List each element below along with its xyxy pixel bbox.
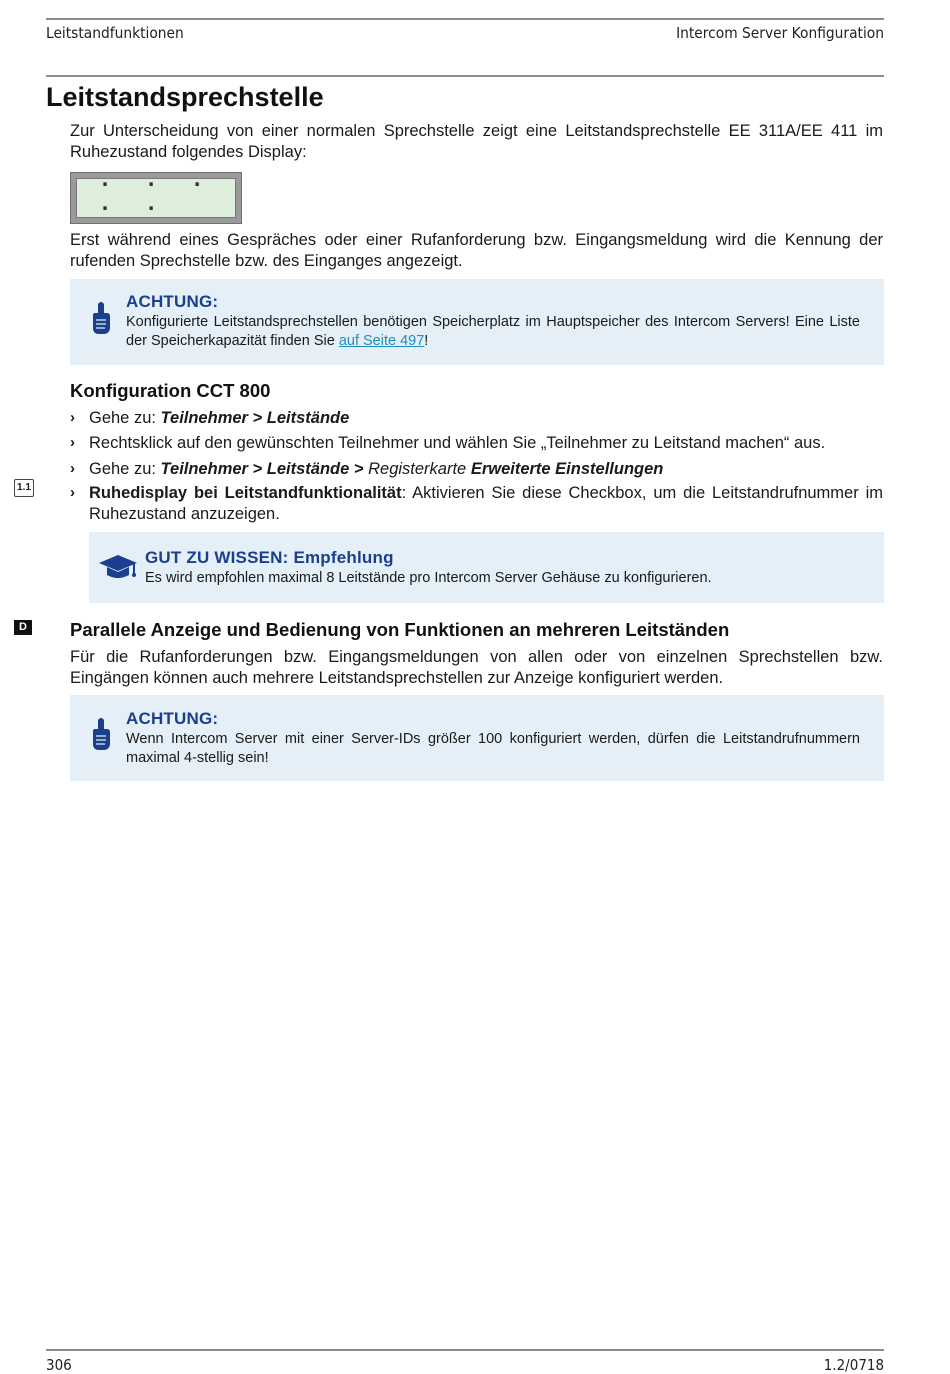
warning-box [70, 695, 884, 781]
pointing-hand-icon [90, 717, 112, 751]
header-chapter: Leitstandfunktionen [46, 24, 184, 42]
tip-text: Es wird empfohlen maximal 8 Leitstände pro Intercom Server Gehäuse zu konfigurieren. [145, 570, 712, 586]
version-badge: 1.1 [14, 479, 34, 497]
intro-paragraph: Zur Unterscheidung von einer normalen Sprechstelle zeigt eine Leitstandsprechstelle EE 311A/EE 411 im Ruhezustand folgendes Display: [70, 122, 883, 161]
chevron-right-icon: › [70, 484, 75, 501]
list-item: › Ruhedisplay bei Leitstandfunktionalität: Aktivieren Sie diese Checkbox, um die Leitstandrufnummer im Ruhezustand anzuzeigen. [70, 484, 883, 523]
header-bottom-rule [46, 75, 884, 77]
warning-title: ACHTUNG: [126, 709, 219, 728]
display-dots: . . . . . [99, 167, 215, 215]
page-number: 306 [46, 1356, 72, 1374]
graduation-cap-icon [98, 553, 138, 581]
list-item: › Rechtsklick auf den gewünschten Teilnehmer und wählen Sie „Teilnehmer zu Leitstand machen“ aus. [70, 434, 826, 452]
tip-title: GUT ZU WISSEN: Empfehlung [145, 548, 394, 567]
chevron-right-icon: › [70, 434, 75, 451]
header-top-rule [46, 18, 884, 20]
tip-box [89, 532, 884, 603]
display-screen [76, 167, 236, 218]
warning-text: Wenn Intercom Server mit einer Server-IDs größer 100 konfiguriert werden, dürfen die Leitstandrufnummern maximal 4-stellig sein! [126, 731, 860, 766]
page-reference-link[interactable]: auf Seite 497 [338, 333, 425, 349]
idle-display-illustration [70, 167, 242, 224]
option-name: Ruhedisplay bei Leitstandfunktionalität [89, 484, 402, 502]
page-title: Leitstandsprechstelle [46, 82, 324, 112]
warning-box [70, 279, 884, 365]
section-heading-cct800: Konfiguration CCT 800 [70, 380, 271, 401]
language-marker: D [14, 620, 32, 635]
chevron-right-icon: › [70, 409, 75, 426]
warning-text: Konfigurierte Leitstandsprechstellen benötigen Speicherplatz im Hauptspeicher des Intercom Servers! Eine Liste der Speicherkapazität finden Sie auf Seite 497! [126, 314, 860, 349]
list-item: › Gehe zu: Teilnehmer > Leitstände [70, 409, 350, 427]
list-item: › Gehe zu: Teilnehmer > Leitstände > Registerkarte Erweiterte Einstellungen [70, 460, 664, 478]
document-version: 1.2/0718 [823, 1356, 884, 1374]
parallel-paragraph: Für die Rufanforderungen bzw. Eingangsmeldungen von allen oder von einzelnen Sprechstellen bzw. Eingängen können auch mehrere Leitstandsprechstellen zur Anzeige konfiguriert werden. [70, 648, 883, 687]
section-heading-parallel: Parallele Anzeige und Bedienung von Funktionen an mehreren Leitständen [70, 619, 730, 640]
footer-rule [46, 1349, 884, 1351]
warning-title: ACHTUNG: [126, 292, 219, 311]
pointing-hand-icon [90, 301, 112, 335]
menu-path: Teilnehmer > Leitstände > [160, 460, 364, 478]
menu-path: Teilnehmer > Leitstände [160, 409, 350, 427]
header-document-title: Intercom Server Konfiguration [676, 24, 884, 42]
chevron-right-icon: › [70, 460, 75, 477]
tab-name: Erweiterte Einstellungen [470, 460, 664, 478]
call-info-paragraph: Erst während eines Gespräches oder einer Rufanforderung bzw. Eingangsmeldung wird die Kennung der rufenden Sprechstelle bzw. des Einganges angezeigt. [70, 231, 883, 270]
